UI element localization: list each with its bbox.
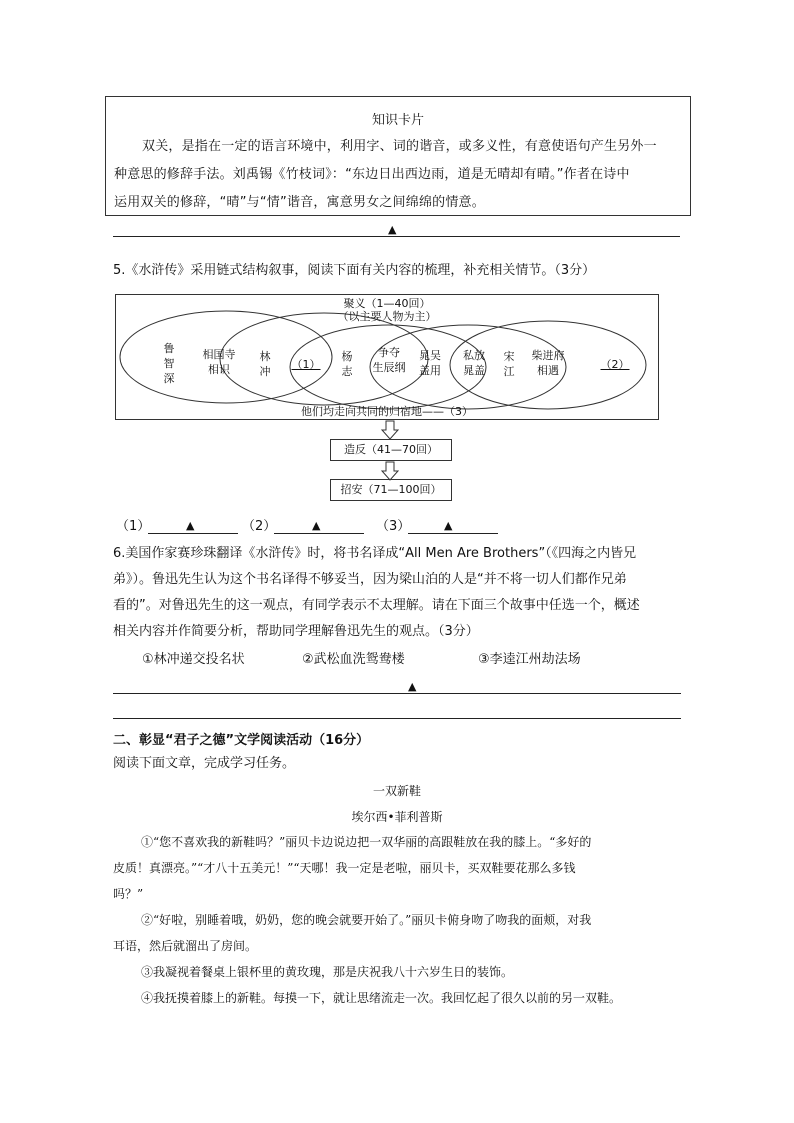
- q6-option-3[interactable]: ③李逵江州劫法场: [478, 652, 581, 667]
- diagram-footer: 他们均走向共同的归宿地——（3）: [301, 405, 473, 418]
- label-xiangguosi: 相国寺: [202, 348, 236, 361]
- label-song-jiang: 宋江: [503, 350, 515, 378]
- card-title: 知识卡片: [371, 113, 424, 128]
- story-title: 一双新鞋: [372, 784, 421, 798]
- answer-marker: ▲: [444, 519, 453, 532]
- stage-box-rebellion: 造反（41—70回）: [330, 439, 452, 461]
- label-chao-gai: 晁盖: [463, 364, 485, 377]
- label-chao-wu: 晁吴: [419, 349, 441, 362]
- section-2-heading: 二、彰显“君子之德”文学阅读活动（16分）: [113, 733, 370, 748]
- answer-marker: ▲: [312, 519, 321, 532]
- label-xiangshi: 相识: [208, 363, 230, 376]
- label-chaijinfu: 柴进府: [531, 349, 565, 362]
- card-body: [114, 133, 684, 217]
- label-gai-yong: 盖用: [419, 364, 441, 377]
- answer-line[interactable]: [113, 718, 681, 719]
- question-5: 5.《水浒传》采用链式结构叙事，阅读下面有关内容的梳理，补充相关情节。（3分）: [113, 263, 596, 278]
- story-line: 吗？”: [113, 887, 144, 901]
- answer-label-3: （3）: [376, 519, 411, 534]
- answer-blank-1[interactable]: [148, 533, 238, 534]
- answer-line[interactable]: [113, 693, 681, 694]
- down-arrow-icon: [380, 461, 400, 481]
- stage-box-amnesty: 招安（71—100回）: [330, 479, 452, 501]
- q6-line: 看的”。对鲁迅先生的这一观点，有同学表示不太理解。请在下面三个故事中任选一个，概述: [113, 598, 640, 613]
- question-6: [113, 541, 687, 645]
- q6-line: 6.美国作家赛珍珠翻译《水浒传》时，将书名译成“All Men Are Brothers”（《四海之内皆兄: [113, 546, 637, 561]
- card-line: 种意思的修辞手法。刘禹锡《竹枝词》：“东边日出西边雨，道是无晴却有晴。”作者在诗中: [114, 167, 630, 182]
- answer-line[interactable]: [113, 236, 680, 237]
- story-line: ④我抚摸着膝上的新鞋。每摸一下，就让思绪流走一次。我回忆起了很久以前的另一双鞋。: [141, 991, 622, 1005]
- blank-1[interactable]: （1）: [291, 358, 321, 371]
- story-author: 埃尔西•菲利普斯: [351, 810, 443, 824]
- label-zhengduo: 争夺: [378, 346, 400, 359]
- blank-2[interactable]: （2）: [600, 358, 630, 371]
- answer-marker: ▲: [186, 519, 195, 532]
- story-line: ①“您不喜欢我的新鞋吗？”丽贝卡边说边把一双华丽的高跟鞋放在我的膝上。“多好的: [141, 835, 592, 849]
- answer-marker: ▲: [408, 680, 417, 693]
- card-line: 运用双关的修辞，“晴”与“情”谐音，寓意男女之间绵绵的情意。: [114, 195, 485, 210]
- story-line: ②“好啦，别睡着哦，奶奶，您的晚会就要开始了。”丽贝卡俯身吻了吻我的面颊，对我: [141, 913, 592, 927]
- answer-blank-2[interactable]: [274, 533, 364, 534]
- q6-line: 相关内容并作简要分析，帮助同学理解鲁迅先生的观点。（3分）: [113, 624, 479, 639]
- q6-option-2[interactable]: ②武松血洗鸳鸯楼: [302, 652, 405, 667]
- story-line: ③我凝视着餐桌上银杯里的黄玫瑰，那是庆祝我八十六岁生日的装饰。: [141, 965, 514, 979]
- section-2-instruction: 阅读下面文章，完成学习任务。: [113, 756, 296, 771]
- label-xiangyu: 相遇: [537, 364, 559, 377]
- label-lin-chong: 林冲: [259, 350, 271, 378]
- answer-label-2: （2）: [242, 519, 277, 534]
- label-shengchengang: 生辰纲: [372, 361, 406, 374]
- story-line: 耳语，然后就溜出了房间。: [113, 939, 258, 953]
- answer-label-1: （1）: [116, 519, 151, 534]
- story-line: 皮质！真漂亮。”“才八十五美元！”“天哪！我一定是老啦，丽贝卡，买双鞋要花那么多钱: [113, 861, 576, 875]
- knowledge-card: [105, 96, 691, 216]
- diagram-subheader: （以主要人物为主）: [337, 310, 437, 323]
- label-yang-zhi: 杨志: [341, 350, 353, 378]
- q6-option-1[interactable]: ①林冲递交投名状: [142, 652, 245, 667]
- diagram-header: 聚义（1—40回）: [343, 297, 431, 310]
- answer-marker: ▲: [388, 223, 397, 236]
- story-body: [113, 829, 685, 1011]
- q6-line: 弟》）。鲁迅先生认为这个书名译得不够妥当，因为梁山泊的人是“并不将一切人们都作兄弟: [113, 572, 627, 587]
- card-line: 双关，是指在一定的语言环境中，利用字、词的谐音，或多义性，有意使语句产生另外一: [142, 139, 657, 154]
- label-sifang: 私放: [463, 349, 485, 362]
- answer-blank-3[interactable]: [408, 533, 498, 534]
- down-arrow-icon: [380, 420, 400, 440]
- plot-diagram: [115, 294, 659, 420]
- label-lu-zhi-shen: 鲁智深: [163, 342, 175, 385]
